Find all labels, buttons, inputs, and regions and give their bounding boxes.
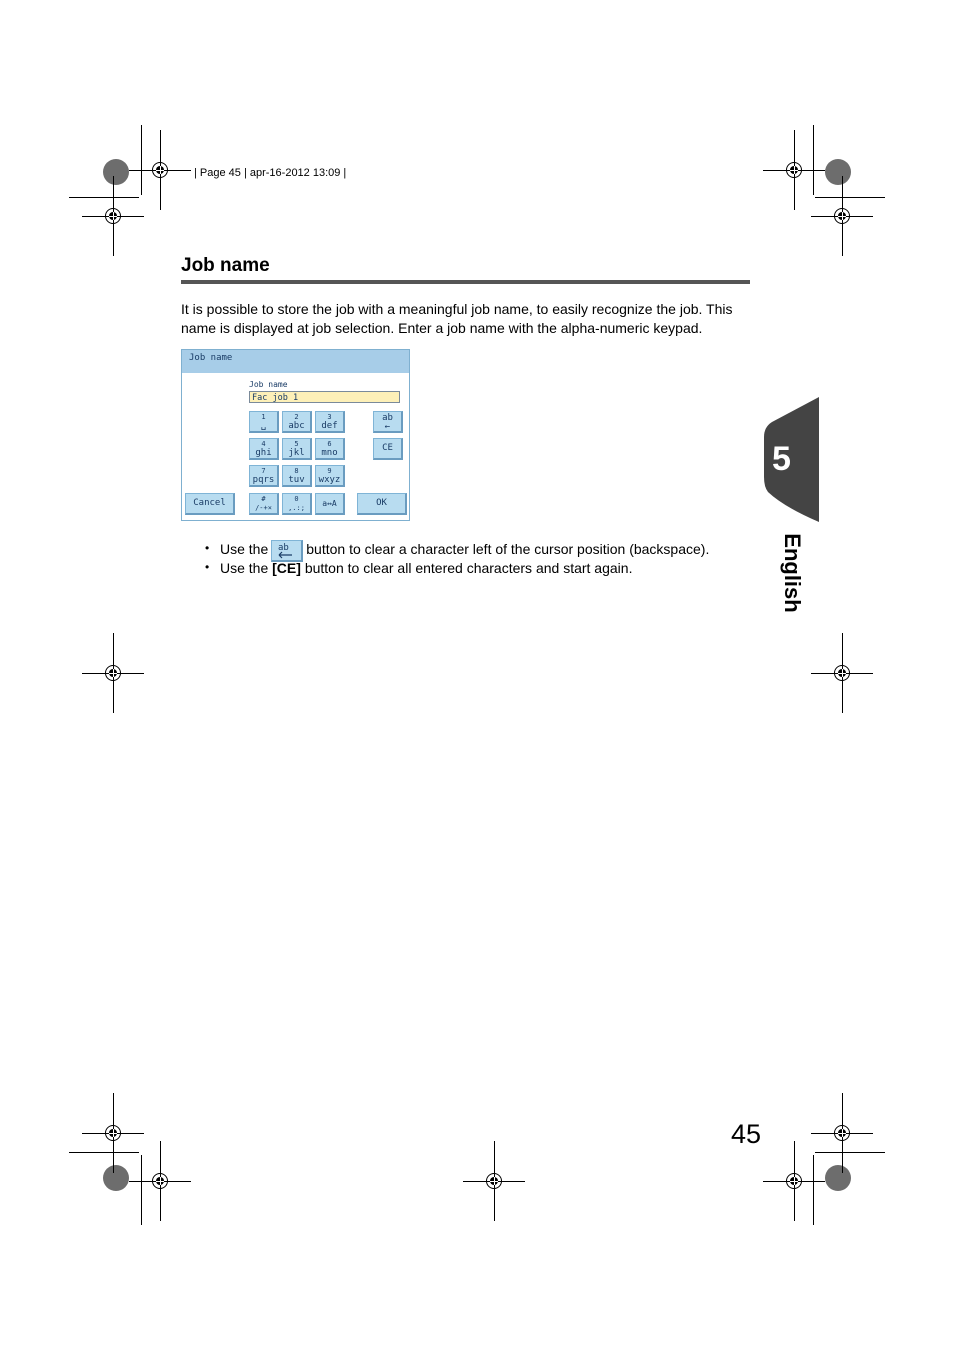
key-6[interactable]: 6 mno (315, 438, 345, 460)
crop-line (69, 1152, 139, 1153)
ce-key[interactable]: CE (373, 438, 403, 460)
intro-paragraph: It is possible to store the job with a meaningful job name, to easily recognize the job. This name is displayed at job selection. Enter a job name with the alpha-numeric keypad. (181, 301, 733, 336)
crop-line (813, 1155, 814, 1225)
registration-dot (825, 159, 851, 185)
registration-dot (103, 159, 129, 185)
key-9[interactable]: 9 wxyz (315, 465, 345, 487)
svg-text:ab: ab (278, 543, 290, 553)
title-rule (181, 280, 750, 284)
language-label: English (780, 533, 805, 613)
job-name-input[interactable]: Fac job 1 (249, 391, 400, 403)
key-5[interactable]: 5 jkl (282, 438, 312, 460)
screen-title: Job name (189, 353, 233, 363)
crop-line (141, 125, 142, 195)
section-title: Job name (181, 255, 270, 276)
cancel-button[interactable]: Cancel (185, 493, 235, 515)
crop-line (815, 1152, 885, 1153)
screen-title-bar (182, 350, 409, 373)
key-0[interactable]: 0 ,.:; (282, 493, 312, 515)
ok-button[interactable]: OK (357, 493, 407, 515)
key-hash[interactable]: # /-+× (249, 493, 279, 515)
crop-line (69, 197, 139, 198)
field-label: Job name (249, 380, 288, 389)
print-header: | Page 45 | apr-16-2012 13:09 | (194, 167, 347, 179)
crop-line (813, 125, 814, 195)
registration-dot (825, 1165, 851, 1191)
case-toggle-key[interactable]: a↔A (315, 493, 345, 515)
backspace-icon: ab (382, 413, 393, 423)
arrow-left-icon: ← (384, 422, 391, 432)
key-8[interactable]: 8 tuv (282, 465, 312, 487)
backspace-key[interactable] (373, 411, 403, 433)
registration-dot (103, 1165, 129, 1191)
key-3[interactable]: 3 def (315, 411, 345, 433)
key-4[interactable]: 4 ghi (249, 438, 279, 460)
key-7[interactable]: 7 pqrs (249, 465, 279, 487)
chapter-number: 5 (772, 440, 791, 478)
crop-line (815, 197, 885, 198)
page-number: 45 (731, 1119, 762, 1149)
job-name-screen (181, 349, 410, 521)
key-1[interactable]: 1 ␣ (249, 411, 279, 433)
crop-line (141, 1155, 142, 1225)
key-2[interactable]: 2 abc (282, 411, 312, 433)
